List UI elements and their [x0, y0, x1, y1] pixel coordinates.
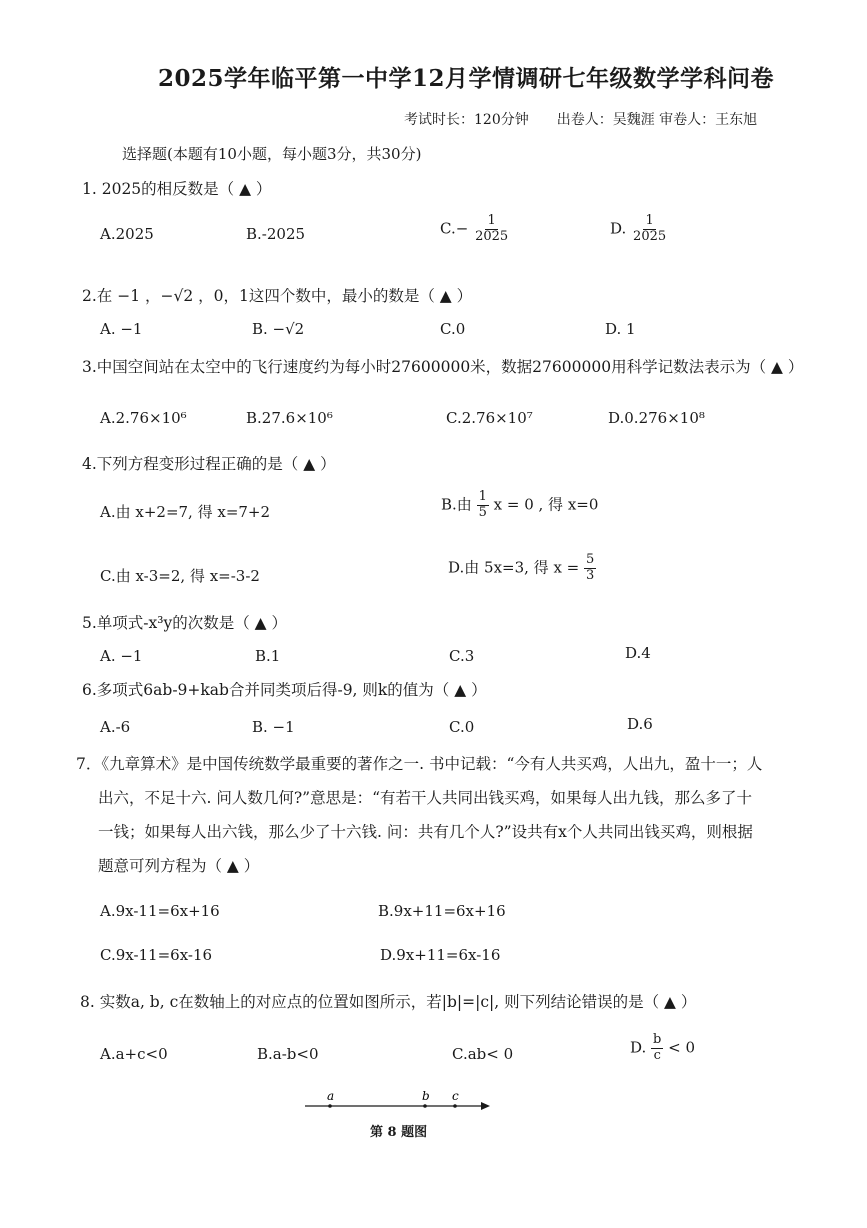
q8-option-d: D. $\frac{b}{c}$ < 0	[630, 1032, 696, 1063]
question-7-stem-line-4: 题意可列方程为（ ▲ ）	[98, 857, 260, 875]
q3-option-a: A.2.76×10⁶	[100, 409, 187, 427]
question-1-stem: 1. 2025的相反数是（ ▲ ）	[82, 180, 272, 198]
label-c: c	[452, 1089, 459, 1103]
question-3-stem: 3.中国空间站在太空中的飞行速度约为每小时27600000米，数据27600000用科学记数法表示为（ ▲ ）	[82, 358, 804, 376]
q4-option-c: C.由 x-3=2, 得 x=-3-2	[100, 567, 260, 585]
q7-option-b: B.9x+11=6x+16	[378, 902, 506, 920]
question-8-stem: 8. 实数a, b, c在数轴上的对应点的位置如图所示，若|b|=|c|, 则下列结论错误的是（ ▲ ）	[80, 993, 697, 1011]
q4-b-fraction: $\frac{1}{5}$	[478, 489, 487, 520]
q2-option-a: A. −1	[100, 320, 143, 338]
point-c	[453, 1104, 457, 1108]
q6-option-a: A.-6	[100, 718, 131, 736]
q1-option-c: C.− $\frac{1}{2025}$	[440, 213, 509, 244]
exam-meta: 考试时长：120分钟 出卷人：吴魏涯 审卷人：王东旭	[404, 112, 758, 128]
q7-option-a: A.9x-11=6x+16	[100, 902, 220, 920]
q3-option-d: D.0.276×10⁸	[608, 409, 705, 427]
q1-option-a: A.2025	[100, 225, 154, 243]
q2-option-d: D. 1	[605, 320, 636, 338]
number-line-arrow-icon	[481, 1102, 490, 1110]
question-7-stem-line-3: 一钱；如果每人出六钱，那么少了十六钱. 问：共有几个人?”设共有x个人共同出钱买鸡，则根据	[98, 823, 753, 841]
q8-option-c: C.ab< 0	[452, 1045, 514, 1063]
q2-option-b: B. −√2	[252, 320, 305, 338]
question-2-stem: 2.在 −1 ，−√2 ，0，1这四个数中，最小的数是（ ▲ ）	[82, 287, 473, 305]
point-a	[328, 1104, 332, 1108]
q8-d-fraction: $\frac{b}{c}$	[653, 1032, 662, 1063]
q3-option-c: C.2.76×10⁷	[446, 409, 533, 427]
q8-option-a: A.a+c<0	[100, 1045, 168, 1063]
q6-option-b: B. −1	[252, 718, 295, 736]
q6-option-c: C.0	[449, 718, 475, 736]
q3-option-b: B.27.6×10⁶	[246, 409, 333, 427]
q1-c-fraction: $\frac{1}{2025}$	[475, 213, 509, 244]
q7-option-d: D.9x+11=6x-16	[380, 946, 501, 964]
question-7-stem-line-2: 出六，不足十六. 问人数几何?”意思是：“有若干人共同出钱买鸡，如果每人出九钱，那么多了十	[98, 789, 753, 807]
q4-option-d: D.由 5x=3, 得 x = $\frac{5}{3}$	[448, 552, 595, 583]
label-a: a	[327, 1089, 335, 1103]
question-5-stem: 5.单项式-x³y的次数是（ ▲ ）	[82, 614, 288, 632]
point-b	[423, 1104, 427, 1108]
question-7-stem-line-1: 7．《九章算术》是中国传统数学最重要的著作之一. 书中记载：“今有人共买鸡，人出九，盈十一；人	[76, 755, 763, 773]
figure-caption: 第 8 题图	[370, 1125, 428, 1140]
q5-option-b: B.1	[255, 647, 281, 665]
q4-option-a: A.由 x+2=7, 得 x=7+2	[100, 503, 271, 521]
page-title: 2025学年临平第一中学12月学情调研七年级数学学科问卷	[158, 65, 775, 92]
q5-option-c: C.3	[449, 647, 475, 665]
q4-option-b: B.由 $\frac{1}{5}$ x = 0 , 得 x=0	[441, 489, 599, 520]
number-line-figure	[300, 1088, 500, 1118]
q7-option-c: C.9x-11=6x-16	[100, 946, 213, 964]
q5-option-d: D.4	[625, 644, 651, 662]
q8-option-b: B.a-b<0	[257, 1045, 319, 1063]
question-6-stem: 6.多项式6ab-9+kab合并同类项后得-9, 则k的值为（ ▲ ）	[82, 681, 487, 699]
question-4-stem: 4.下列方程变形过程正确的是（ ▲ ）	[82, 455, 336, 473]
q1-d-fraction: $\frac{1}{2025}$	[633, 213, 667, 244]
q1-option-b: B.-2025	[246, 225, 306, 243]
q5-option-a: A. −1	[100, 647, 143, 665]
label-b: b	[422, 1089, 430, 1103]
q6-option-d: D.6	[627, 715, 653, 733]
q2-option-c: C.0	[440, 320, 466, 338]
q1-option-d: D. $\frac{1}{2025}$	[610, 213, 667, 244]
section-heading: 选择题(本题有10小题，每小题3分，共30分)	[122, 145, 422, 163]
q4-d-fraction: $\frac{5}{3}$	[586, 552, 595, 583]
